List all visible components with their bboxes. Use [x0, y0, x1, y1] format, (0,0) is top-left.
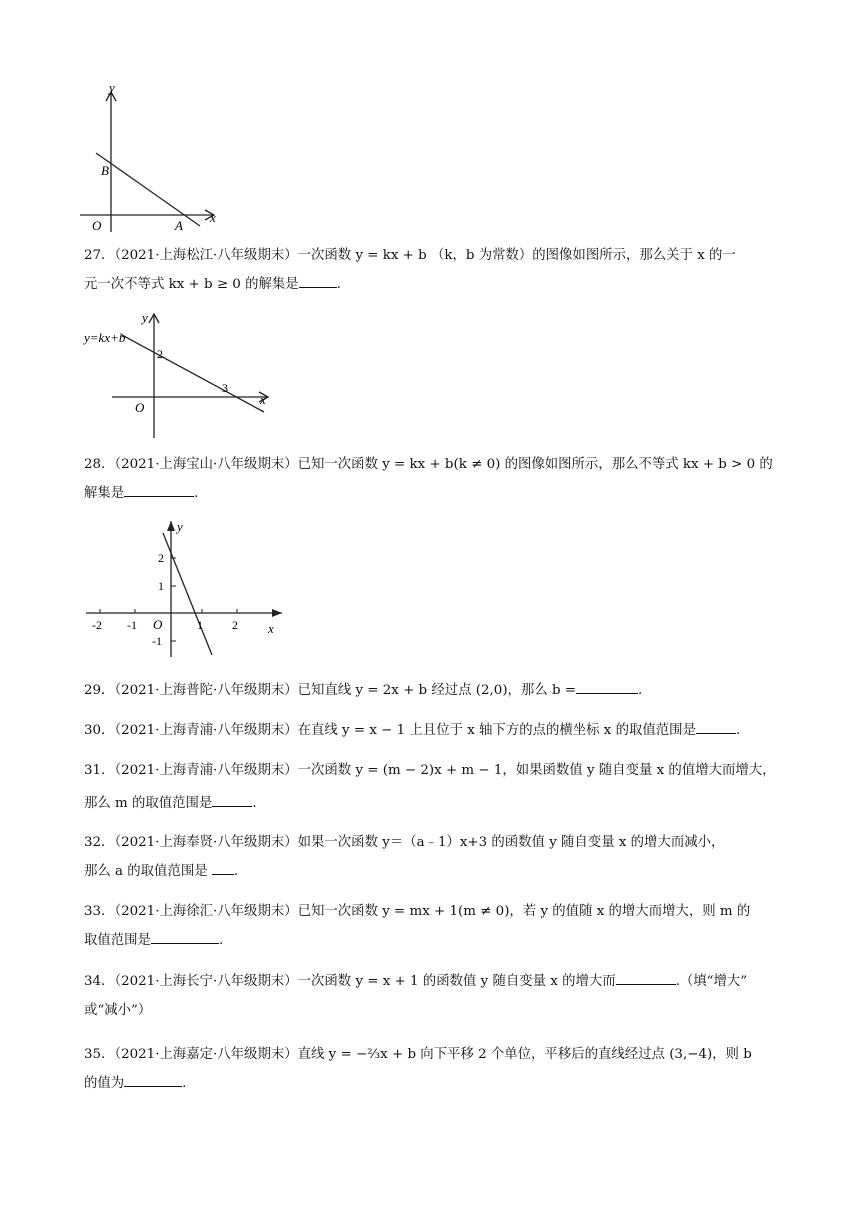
question-number: 35． — [84, 1047, 115, 1062]
question-35: 35．（2021·上海嘉定·八年级期末）直线 y = −⅔x + b 向下平移 2 个单位，平移后的直线经过点 (3,−4)，则 b 的值为 . — [84, 1047, 752, 1091]
question-number: 30． — [84, 723, 115, 738]
y-tick-label: 2 — [158, 551, 164, 565]
y-axis-arrow — [167, 521, 175, 531]
x-axis-label: x — [260, 392, 266, 407]
answer-blank[interactable] — [299, 275, 337, 288]
question-29: 29．（2021·上海普陀·八年级期末）已知直线 y = 2x + b 经过点 (2,0)，那么 b = . — [84, 683, 643, 698]
figure-3-line-graph — [82, 515, 292, 660]
question-31: 31．（2021·上海青浦·八年级期末）一次函数 y = (m − 2)x + m − 1，如果函数值 y 随自变量 x 的值增大而增大， 那么 m 的取值范围是 . — [84, 763, 776, 811]
question-text: 已知一次函数 y = mx + 1(m ≠ 0)，若 y 的值随 x 的增大而增大，则 m 的 — [297, 904, 751, 919]
y-tick-label: -1 — [152, 634, 162, 648]
y-axis-label: y — [177, 519, 183, 534]
question-text: 在直线 y = x − 1 上且位于 x 轴下方的点的横坐标 x 的取值范围是 — [297, 723, 696, 738]
x-axis-label: x — [268, 621, 274, 636]
question-source: （2021·上海普陀·八年级期末） — [114, 683, 298, 698]
x-tick-label: -2 — [92, 618, 102, 632]
x-axis-label: x — [210, 210, 216, 225]
question-source: （2021·上海长宁·八年级期末） — [114, 974, 298, 989]
question-33: 33．（2021·上海徐汇·八年级期末）已知一次函数 y = mx + 1(m ≠ 0)，若 y 的值随 x 的增大而增大，则 m 的 取值范围是 . — [84, 904, 751, 948]
question-source: （2021·上海青浦·八年级期末） — [114, 723, 298, 738]
x-intercept-label: 3 — [222, 381, 228, 395]
answer-blank[interactable] — [616, 972, 676, 985]
question-text: 那么 a 的取值范围是 — [84, 864, 208, 879]
answer-blank[interactable] — [696, 721, 736, 734]
question-number: 27． — [84, 248, 115, 263]
question-text: 已知一次函数 y = kx + b(k ≠ 0) 的图像如图所示，那么不等式 kx + b > 0 的 — [297, 457, 773, 472]
question-number: 31． — [84, 763, 115, 778]
x-axis-arrow — [272, 609, 282, 617]
point-a-label: A — [175, 218, 183, 232]
point-b-label: B — [101, 163, 109, 178]
origin-label: O — [92, 218, 102, 232]
question-number: 33． — [84, 904, 115, 919]
question-number: 34． — [84, 974, 115, 989]
question-34: 34．（2021·上海长宁·八年级期末）一次函数 y = x + 1 的函数值 y 随自变量 x 的增大而 .（填“增大” 或“减小”） — [84, 974, 748, 1018]
question-text: 那么 m 的取值范围是 — [84, 796, 213, 811]
y-intercept-label: 2 — [157, 347, 163, 361]
answer-blank[interactable] — [151, 931, 219, 944]
line-label: y=kx+b — [84, 330, 126, 345]
question-text: 取值范围是 — [84, 933, 151, 948]
question-text: 或“减小”） — [84, 1003, 152, 1018]
question-text: 的值为 — [84, 1076, 125, 1091]
x-tick-label: -1 — [127, 618, 137, 632]
figure-2-line-graph — [82, 308, 282, 443]
answer-blank[interactable] — [212, 794, 252, 807]
y-axis-label: y — [109, 82, 115, 95]
answer-blank[interactable] — [576, 681, 638, 694]
question-27: 27．（2021·上海松江·八年级期末）一次函数 y = kx + b （k，b 为常数）的图像如图所示，那么关于 x 的一 元一次不等式 kx + b ≥ 0 的解集是 . — [84, 248, 736, 292]
question-number: 32． — [84, 835, 115, 850]
question-text: 一次函数 y = x + 1 的函数值 y 随自变量 x 的增大而 — [297, 974, 616, 989]
x-tick-label: 2 — [232, 618, 238, 632]
origin-label: O — [153, 617, 163, 632]
x-tick-label: 1 — [197, 618, 203, 632]
question-32: 32．（2021·上海奉贤·八年级期末）如果一次函数 y＝（a﹣1）x+3 的函数值 y 随自变量 x 的增大而减小， 那么 a 的取值范围是 . — [84, 835, 725, 879]
question-source: （2021·上海青浦·八年级期末） — [114, 763, 298, 778]
question-source: （2021·上海松江·八年级期末） — [114, 248, 298, 263]
question-source: （2021·上海宝山·八年级期末） — [114, 457, 298, 472]
y-axis-label: y — [142, 310, 148, 325]
question-text: 如果一次函数 y＝（a﹣1）x+3 的函数值 y 随自变量 x 的增大而减小， — [297, 835, 725, 850]
question-source: （2021·上海嘉定·八年级期末） — [114, 1047, 298, 1062]
question-source: （2021·上海奉贤·八年级期末） — [114, 835, 298, 850]
answer-blank[interactable] — [212, 862, 234, 875]
question-source: （2021·上海徐汇·八年级期末） — [114, 904, 298, 919]
question-text: 一次函数 y = (m − 2)x + m − 1，如果函数值 y 随自变量 x 的值增大而增大， — [297, 763, 776, 778]
answer-blank[interactable] — [124, 1074, 182, 1087]
question-text: 直线 y = −⅔x + b 向下平移 2 个单位，平移后的直线经过点 (3,−4)，则 b — [297, 1047, 752, 1062]
question-text: 已知直线 y = 2x + b 经过点 (2,0)，那么 b = — [297, 683, 577, 698]
question-text: 解集是 — [84, 486, 125, 501]
y-tick-label: 1 — [158, 579, 164, 593]
answer-blank[interactable] — [124, 484, 194, 497]
origin-label: O — [135, 400, 145, 415]
question-28: 28．（2021·上海宝山·八年级期末）已知一次函数 y = kx + b(k ≠ 0) 的图像如图所示，那么不等式 kx + b > 0 的 解集是 . — [84, 457, 773, 501]
question-number: 28． — [84, 457, 115, 472]
question-30: 30．（2021·上海青浦·八年级期末）在直线 y = x − 1 上且位于 x 轴下方的点的横坐标 x 的取值范围是 . — [84, 723, 741, 738]
question-number: 29． — [84, 683, 115, 698]
figure-1-line-graph — [80, 82, 230, 232]
question-text: 元一次不等式 kx + b ≥ 0 的解集是 — [84, 277, 299, 292]
question-text: 一次函数 y = kx + b （k，b 为常数）的图像如图所示，那么关于 x 的一 — [297, 248, 736, 263]
